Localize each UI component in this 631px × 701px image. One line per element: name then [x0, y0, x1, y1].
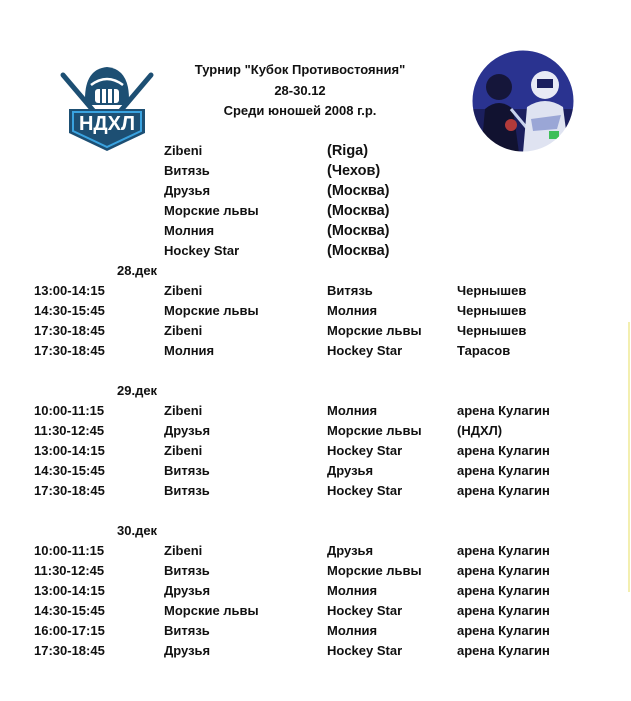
game-venue: арена Кулагин	[457, 623, 550, 638]
tournament-dates: 28-30.12	[274, 83, 326, 98]
game-away-team: Друзья	[327, 543, 374, 558]
game-venue: Чернышев	[457, 323, 527, 338]
game-away-team: Hockey Star	[327, 603, 403, 618]
team-city: (Москва)	[327, 183, 390, 199]
game-away-team: Морские львы	[327, 563, 422, 578]
team-name: Друзья	[164, 183, 211, 198]
hockey-player-helmet-icon	[57, 55, 157, 159]
game-home-team: Zibeni	[164, 443, 203, 458]
edge-divider	[628, 322, 630, 592]
game-home-team: Витязь	[164, 563, 210, 578]
day-date: 29.дек	[117, 383, 158, 398]
team-name: Морские львы	[164, 203, 259, 218]
team-name: Hockey Star	[164, 243, 240, 258]
game-home-team: Zibeni	[164, 283, 203, 298]
game-home-team: Друзья	[164, 583, 211, 598]
game-time: 13:00-14:15	[34, 443, 105, 458]
game-venue: (НДХЛ)	[457, 423, 503, 438]
game-time: 13:00-14:15	[34, 283, 105, 298]
game-venue: арена Кулагин	[457, 543, 550, 558]
game-venue: Чернышев	[457, 303, 527, 318]
day-date: 28.дек	[117, 263, 158, 278]
hockey-players-photo-icon	[471, 49, 575, 153]
team-city: (Чехов)	[327, 163, 381, 179]
game-time: 14:30-15:45	[34, 463, 105, 478]
game-time: 11:30-12:45	[34, 423, 105, 438]
game-home-team: Zibeni	[164, 323, 203, 338]
team-name: Zibeni	[164, 143, 203, 158]
game-away-team: Молния	[327, 623, 378, 638]
team-city: (Riga)	[327, 143, 369, 159]
game-home-team: Друзья	[164, 643, 211, 658]
game-time: 14:30-15:45	[34, 603, 105, 618]
game-home-team: Витязь	[164, 463, 210, 478]
game-time: 10:00-11:15	[34, 543, 105, 558]
team-city: (Москва)	[327, 243, 390, 259]
game-home-team: Витязь	[164, 623, 210, 638]
hockey-players-photo	[471, 49, 575, 153]
game-venue: Чернышев	[457, 283, 527, 298]
game-home-team: Витязь	[164, 483, 210, 498]
game-venue: арена Кулагин	[457, 483, 550, 498]
game-venue: арена Кулагин	[457, 443, 550, 458]
game-venue: арена Кулагин	[457, 603, 550, 618]
game-away-team: Hockey Star	[327, 343, 403, 358]
game-away-team: Морские львы	[327, 323, 422, 338]
team-name: Молния	[164, 223, 215, 238]
game-away-team: Витязь	[327, 283, 373, 298]
game-away-team: Молния	[327, 403, 378, 418]
game-away-team: Молния	[327, 583, 378, 598]
game-home-team: Морские львы	[164, 303, 259, 318]
game-home-team: Друзья	[164, 423, 211, 438]
game-home-team: Молния	[164, 343, 215, 358]
team-city: (Москва)	[327, 203, 390, 219]
game-time: 17:30-18:45	[34, 323, 105, 338]
game-home-team: Zibeni	[164, 543, 203, 558]
game-time: 13:00-14:15	[34, 583, 105, 598]
game-venue: Тарасов	[457, 343, 511, 358]
game-time: 17:30-18:45	[34, 643, 105, 658]
tournament-title: Турнир "Кубок Противостояния"	[194, 62, 406, 77]
game-away-team: Молния	[327, 303, 378, 318]
game-time: 16:00-17:15	[34, 623, 105, 638]
game-time: 17:30-18:45	[34, 343, 105, 358]
game-away-team: Hockey Star	[327, 483, 403, 498]
game-time: 14:30-15:45	[34, 303, 105, 318]
team-name: Витязь	[164, 163, 210, 178]
tournament-category: Среди юношей 2008 г.р.	[223, 103, 377, 118]
game-away-team: Морские львы	[327, 423, 422, 438]
game-venue: арена Кулагин	[457, 563, 550, 578]
game-venue: арена Кулагин	[457, 643, 550, 658]
day-date: 30.дек	[117, 523, 158, 538]
game-home-team: Zibeni	[164, 403, 203, 418]
ndhl-logo	[57, 55, 157, 159]
logo-text: НДХЛ	[78, 113, 136, 135]
game-venue: арена Кулагин	[457, 403, 550, 418]
game-away-team: Hockey Star	[327, 443, 403, 458]
game-time: 11:30-12:45	[34, 563, 105, 578]
team-city: (Москва)	[327, 223, 390, 239]
game-venue: арена Кулагин	[457, 583, 550, 598]
game-away-team: Hockey Star	[327, 643, 403, 658]
game-home-team: Морские львы	[164, 603, 259, 618]
game-time: 17:30-18:45	[34, 483, 105, 498]
game-time: 10:00-11:15	[34, 403, 105, 418]
game-venue: арена Кулагин	[457, 463, 550, 478]
game-away-team: Друзья	[327, 463, 374, 478]
